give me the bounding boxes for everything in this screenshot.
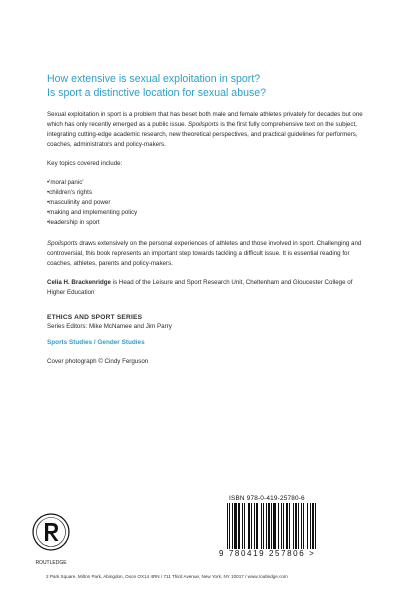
routledge-logo-icon — [31, 510, 71, 562]
intro-text-1: Sexual exploitation in sport is a problem that has beset both male and female athletes privately for decades but one which has only recently emerged as a public issue. — [47, 111, 363, 128]
photo-credit: Cover photograph © Cindy Ferguson — [47, 358, 149, 365]
series-title: ETHICS AND SPORT SERIES — [47, 314, 143, 321]
barcode — [207, 495, 382, 561]
barcode-bars — [227, 503, 362, 549]
headline-line-1: How extensive is sexual exploitation in sport? — [47, 73, 261, 85]
isbn-text: ISBN 978-0-419-25780-6 — [229, 495, 305, 502]
topic-item: • leadership in sport — [47, 218, 367, 228]
topic-item: • children's rights — [47, 188, 367, 198]
blurb-content — [47, 72, 367, 365]
intro-text-2: is the first fully comprehensive text on the subject, integrating cutting-edge academic research, new theoretical perspectives, and practical guidelines for performers, coaches, administrators and policy-makers. — [47, 121, 358, 148]
intro-book-title: Spoilsports — [188, 121, 219, 128]
author-paragraph — [47, 278, 367, 298]
topic-item: • making and implementing policy — [47, 208, 367, 218]
subject-categories: Sports Studies / Gender Studies — [47, 339, 145, 346]
second-book-title: Spoilsports — [47, 240, 78, 247]
topics-heading: Key topics covered include: — [47, 160, 123, 167]
topic-item: • masculinity and power — [47, 198, 367, 208]
topics-list — [47, 178, 367, 228]
author-bio: is Head of the Leisure and Sport Research Unit, Cheltenham and Gloucester College of Higher Education — [47, 279, 353, 296]
publisher-logo-text: ROUTLEDGE — [35, 560, 67, 566]
second-paragraph — [47, 239, 367, 269]
intro-paragraph — [47, 110, 367, 150]
topic-item: • 'moral panic' — [47, 178, 367, 188]
second-text: draws extensively on the personal experiences of athletes and those involved in sport. Challenging and controversial, this book represents an important step towards tackling a difficult issue. It is essential reading for coaches, athletes, parents and policy-makers. — [47, 240, 362, 267]
publisher-address: 2 Park Square, Milton Park, Abingdon, Oxon OX14 4RN / 711 Third Avenue, New York, NY 10017 / www.routledge.com — [46, 574, 288, 579]
headline — [47, 72, 367, 100]
series-editors: Series Editors: Mike McNamee and Jim Parry — [47, 323, 172, 330]
author-name: Celia H. Brackenridge — [47, 279, 111, 286]
headline-line-2: Is sport a distinctive location for sexual abuse? — [47, 87, 267, 99]
barcode-digits: 9 780419 257806 > — [219, 549, 316, 558]
